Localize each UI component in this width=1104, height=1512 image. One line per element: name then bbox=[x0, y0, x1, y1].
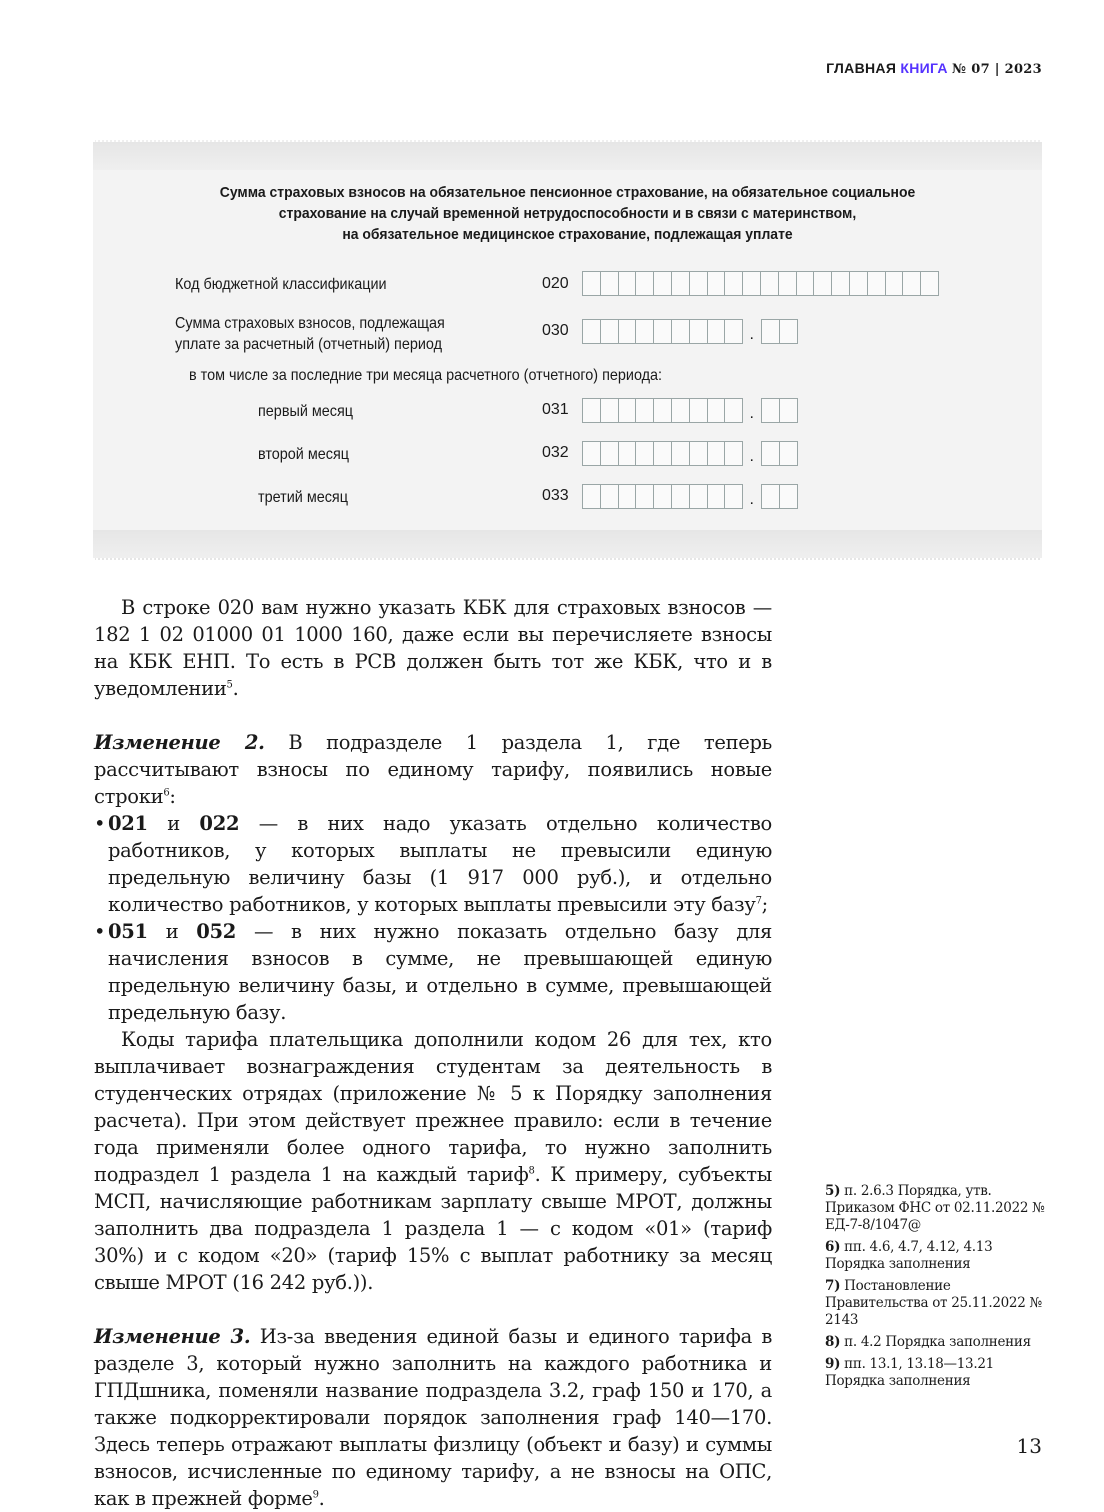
row-code-030: 030 bbox=[542, 322, 569, 339]
footnotes bbox=[825, 1183, 1050, 1395]
input-cell bbox=[689, 271, 708, 296]
input-cell bbox=[600, 271, 619, 296]
decimal-point: . bbox=[749, 405, 754, 422]
input-cell bbox=[635, 319, 654, 344]
input-cell bbox=[707, 319, 726, 344]
form-title-line: страхование на случай временной нетрудоспособности и в связи с материнством, bbox=[278, 205, 857, 222]
form-title-line: Сумма страховых взносов на обязательное пенсионное страхование, на обязательное социальное bbox=[219, 184, 916, 201]
input-cell bbox=[618, 398, 637, 423]
input-cell bbox=[779, 398, 798, 423]
input-cell bbox=[600, 441, 619, 466]
row-label-031: первый месяц bbox=[258, 403, 354, 420]
input-cell bbox=[707, 271, 726, 296]
form-title-line: на обязательное медицинское страхование, подлежащая уплате bbox=[342, 226, 793, 243]
change-label: Изменение 2. bbox=[94, 731, 265, 754]
input-cell bbox=[582, 271, 601, 296]
input-cell bbox=[618, 271, 637, 296]
input-cell bbox=[761, 441, 780, 466]
input-cell bbox=[671, 484, 690, 509]
decimal-point: . bbox=[749, 491, 754, 508]
input-cell bbox=[724, 271, 743, 296]
input-cell bbox=[761, 319, 780, 344]
input-cell bbox=[779, 484, 798, 509]
row-label-020: Код бюджетной классификации bbox=[175, 276, 387, 293]
input-cell bbox=[885, 271, 904, 296]
row-code-020: 020 bbox=[542, 275, 569, 292]
input-cell bbox=[707, 441, 726, 466]
input-cell bbox=[707, 398, 726, 423]
input-cell bbox=[779, 319, 798, 344]
input-cell bbox=[635, 398, 654, 423]
input-cell bbox=[707, 484, 726, 509]
input-cell bbox=[689, 319, 708, 344]
article-body bbox=[94, 594, 772, 1512]
input-cell bbox=[671, 271, 690, 296]
input-cell bbox=[618, 319, 637, 344]
footnote: 8) п. 4.2 Порядка заполнения bbox=[825, 1334, 1031, 1350]
input-cell bbox=[653, 398, 672, 423]
paragraph: Изменение 2. В подразделе 1 раздела 1, где теперь рассчитывают взносы по единому тарифу, появились новые строки$^6$: bbox=[94, 731, 773, 808]
paragraph: Изменение 3. Из-за введения единой базы и единого тарифа в разделе 3, который нужно заполнить на каждого работника и ГПДшника, поменяли название подраздела 3.2, граф 150 и 170, а также подкорректировали порядок заполнения граф 140—170. Здесь теперь отражают выплаты физлицу (объект и базу) и суммы взносов, исчисленные по единому тарифу, а не взносы на ОПС, как в прежней форме$^9$. bbox=[94, 1325, 773, 1510]
input-cell bbox=[689, 441, 708, 466]
input-cell bbox=[635, 271, 654, 296]
input-cell bbox=[671, 398, 690, 423]
row-code-031: 031 bbox=[542, 401, 569, 418]
input-cell bbox=[600, 484, 619, 509]
input-cell bbox=[582, 398, 601, 423]
footnote-ref: 9 bbox=[312, 1489, 319, 1501]
input-cell bbox=[920, 271, 939, 296]
input-cell bbox=[779, 441, 798, 466]
input-cell bbox=[831, 271, 850, 296]
input-cell bbox=[582, 319, 601, 344]
subheading: в том числе за последние три месяца расчетного (отчетного) периода: bbox=[189, 367, 663, 384]
form-title bbox=[126, 182, 1009, 245]
decimal-point: . bbox=[749, 326, 754, 343]
brand-part-2: КНИГА bbox=[900, 60, 948, 76]
paragraph: Коды тарифа плательщика дополнили кодом 26 для тех, кто выплачивает вознаграждения студентам за деятельность в студенческих отрядах (приложение № 5 к Порядку заполнения расчета). При этом действует прежнее правило: если в течение года применяли более одного тарифа, то нужно заполнить подраздел 1 раздела 1 на каждый тариф$^8$. К примеру, субъекты МСП, начисляющие работникам зарплату свыше МРОТ, должны заполнить два подраздела 1 раздела 1 — с кодом «01» (тариф 30%) и с кодом «20» (тариф 15% с выплат работнику за месяц свыше МРОТ (16 242 руб.)). bbox=[94, 1028, 772, 1294]
row-code-033: 033 bbox=[542, 487, 569, 504]
input-cell bbox=[671, 319, 690, 344]
footnote-ref: 7 bbox=[755, 895, 762, 907]
input-cell bbox=[689, 484, 708, 509]
paragraph: В строке 020 вам нужно указать КБК для страховых взносов — 182 1 02 01000 01 1000 160, даже если вы перечисляете взносы на КБК ЕНП. То есть в РСВ должен быть тот же КБК, что и в уведомлении$^5$. bbox=[94, 596, 772, 700]
input-cell bbox=[653, 271, 672, 296]
input-cell bbox=[761, 484, 780, 509]
input-cell bbox=[600, 398, 619, 423]
input-cell bbox=[796, 271, 815, 296]
input-cell bbox=[724, 441, 743, 466]
footnote: 9) пп. 13.1, 13.18—13.21 Порядка заполнения bbox=[825, 1356, 994, 1389]
input-cell bbox=[653, 484, 672, 509]
input-cell bbox=[582, 484, 601, 509]
input-cell bbox=[635, 441, 654, 466]
amount-cells-031 bbox=[582, 398, 797, 423]
bullet-list bbox=[94, 810, 772, 1026]
row-label-030-line2: уплате за расчетный (отчетный) период bbox=[175, 336, 442, 353]
footnote: 7) Постановление Правительства от 25.11.2022 № 2143 bbox=[825, 1278, 1042, 1328]
brand-part-1: ГЛАВНАЯ bbox=[826, 60, 897, 76]
input-cell bbox=[653, 441, 672, 466]
list-item: • 051 и 052 — в них нужно показать отдельно базу для начисления взносов в сумме, не превышающей единую предельную величину базы, и отдельно в сумме, превышающей предельную базу. bbox=[94, 918, 772, 1026]
row-label-032: второй месяц bbox=[258, 446, 349, 463]
footnote: 6) пп. 4.6, 4.7, 4.12, 4.13 Порядка заполнения bbox=[825, 1239, 993, 1272]
input-cell bbox=[778, 271, 797, 296]
kbk-cells bbox=[582, 271, 938, 296]
footnote-ref: 5 bbox=[226, 679, 233, 691]
amount-cells-030 bbox=[582, 319, 797, 344]
input-cell bbox=[761, 398, 780, 423]
input-cell bbox=[742, 271, 761, 296]
input-cell bbox=[582, 441, 601, 466]
form-excerpt bbox=[93, 140, 1042, 560]
decimal-point: . bbox=[749, 448, 754, 465]
input-cell bbox=[724, 398, 743, 423]
input-cell bbox=[724, 319, 743, 344]
footnote: 5) п. 2.6.3 Порядка, утв. Приказом ФНС от 02.11.2022 № ЕД-7-8/1047@ bbox=[825, 1183, 1045, 1233]
input-cell bbox=[635, 484, 654, 509]
row-label-030: Сумма страховых взносов, подлежащая bbox=[175, 315, 445, 332]
input-cell bbox=[902, 271, 921, 296]
amount-cells-032 bbox=[582, 441, 797, 466]
input-cell bbox=[724, 484, 743, 509]
input-cell bbox=[760, 271, 779, 296]
input-cell bbox=[618, 441, 637, 466]
footnote-ref: 6 bbox=[163, 787, 170, 799]
input-cell bbox=[671, 441, 690, 466]
issue-number: № 07 | 2023 bbox=[951, 62, 1042, 77]
input-cell bbox=[867, 271, 886, 296]
input-cell bbox=[653, 319, 672, 344]
row-label-033: третий месяц bbox=[258, 489, 348, 506]
input-cell bbox=[618, 484, 637, 509]
form-bottom-band bbox=[93, 530, 1042, 560]
footnote-ref: 8 bbox=[528, 1165, 535, 1177]
form-top-band bbox=[93, 140, 1042, 170]
row-code-032: 032 bbox=[542, 444, 569, 461]
input-cell bbox=[849, 271, 868, 296]
page-number: 13 bbox=[1016, 1434, 1042, 1458]
input-cell bbox=[600, 319, 619, 344]
amount-cells-033 bbox=[582, 484, 797, 509]
input-cell bbox=[813, 271, 832, 296]
input-cell bbox=[689, 398, 708, 423]
running-header bbox=[826, 60, 1042, 77]
list-item: • 021 и 022 — в них надо указать отдельно количество работников, у которых выплаты не превысили единую предельную величину базы (1 917 000 руб.), и отдельно количество работников, у которых выплаты превысили эту базу$^7$; bbox=[94, 810, 772, 918]
change-label: Изменение 3. bbox=[94, 1325, 251, 1348]
